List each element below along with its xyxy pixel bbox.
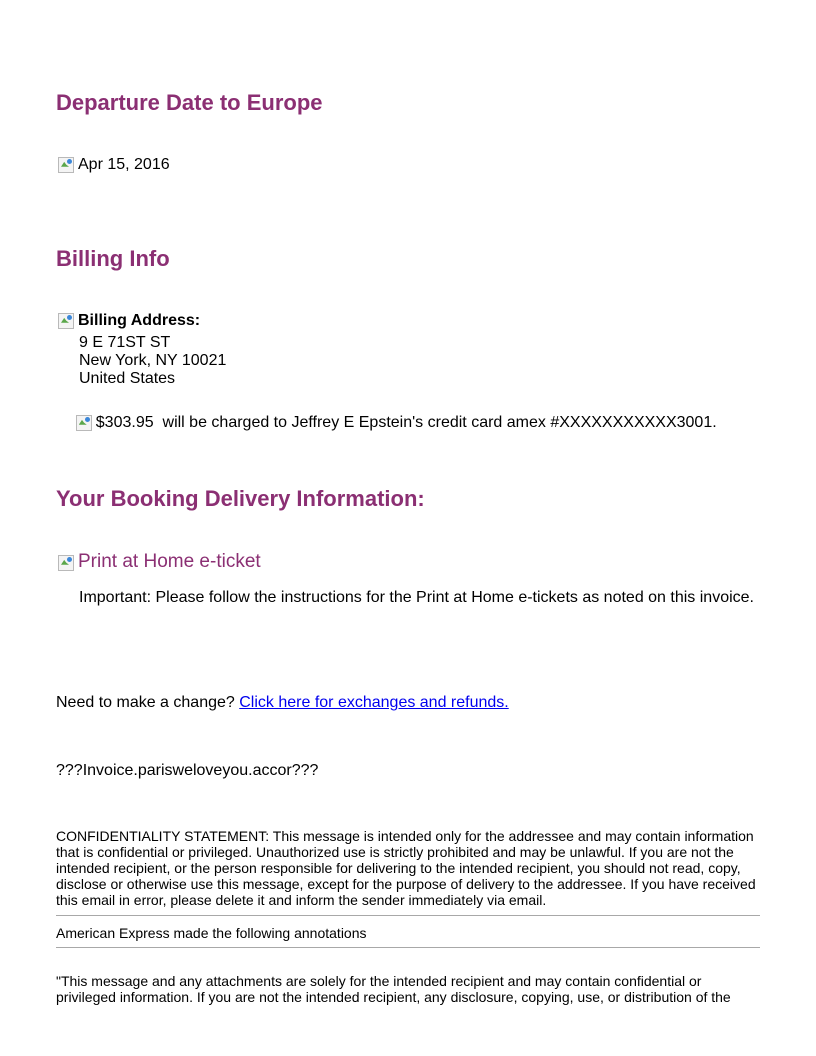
confidentiality-statement: CONFIDENTIALITY STATEMENT: This message is intended only for the addressee and may contain information that is confidential or privileged. Unauthorized use is strictly prohibited and may be unlawful. If you are not the intended recipient, or the person responsible for delivering to the intended recipient, you should not read, copy, disclose or otherwise use this message, except for the purpose of delivery to the addressee. If you have received this email in error, please delete it and inform the sender immediately via email.	[56, 828, 756, 908]
address-line: United States	[79, 370, 176, 387]
charge-text: $303.95 will be charged to Jeffrey E Epstein's credit card amex #XXXXXXXXXXX3001.	[95, 414, 717, 431]
billing-address-label: Billing Address:	[78, 312, 201, 329]
change-prompt: Need to make a change?	[56, 694, 235, 711]
annotations-label: American Express made the following annotations	[56, 925, 367, 941]
address-line: 9 E 71ST ST	[79, 334, 171, 351]
divider	[56, 947, 760, 948]
invoice-key: ???Invoice.parisweloveyou.accor???	[56, 762, 319, 779]
disclaimer-text: "This message and any attachments are solely for the intended recipient and may contain confidential or privileged information. If you are not the intended recipient, any disclosure, copying, use, or distribution of the	[56, 973, 731, 1005]
delivery-heading: Your Booking Delivery Information:	[56, 486, 425, 511]
divider	[56, 915, 760, 916]
broken-image-icon	[76, 415, 92, 431]
departure-date-row	[58, 156, 170, 174]
delivery-note: Important: Please follow the instructions for the Print at Home e-tickets as noted on this invoice.	[79, 589, 754, 606]
billing-heading: Billing Info	[56, 246, 170, 271]
departure-date: Apr 15, 2016	[78, 156, 170, 173]
broken-image-icon	[58, 157, 74, 173]
departure-heading: Departure Date to Europe	[56, 90, 323, 115]
change-row	[56, 694, 509, 712]
delivery-method-row	[58, 551, 261, 574]
broken-image-icon	[58, 555, 74, 571]
delivery-method: Print at Home e-ticket	[78, 551, 261, 572]
exchanges-refunds-link[interactable]: Click here for exchanges and refunds.	[239, 694, 509, 711]
address-line: New York, NY 10021	[79, 352, 227, 369]
broken-image-icon	[58, 313, 74, 329]
charge-row	[58, 396, 717, 450]
billing-address-row	[58, 312, 200, 330]
